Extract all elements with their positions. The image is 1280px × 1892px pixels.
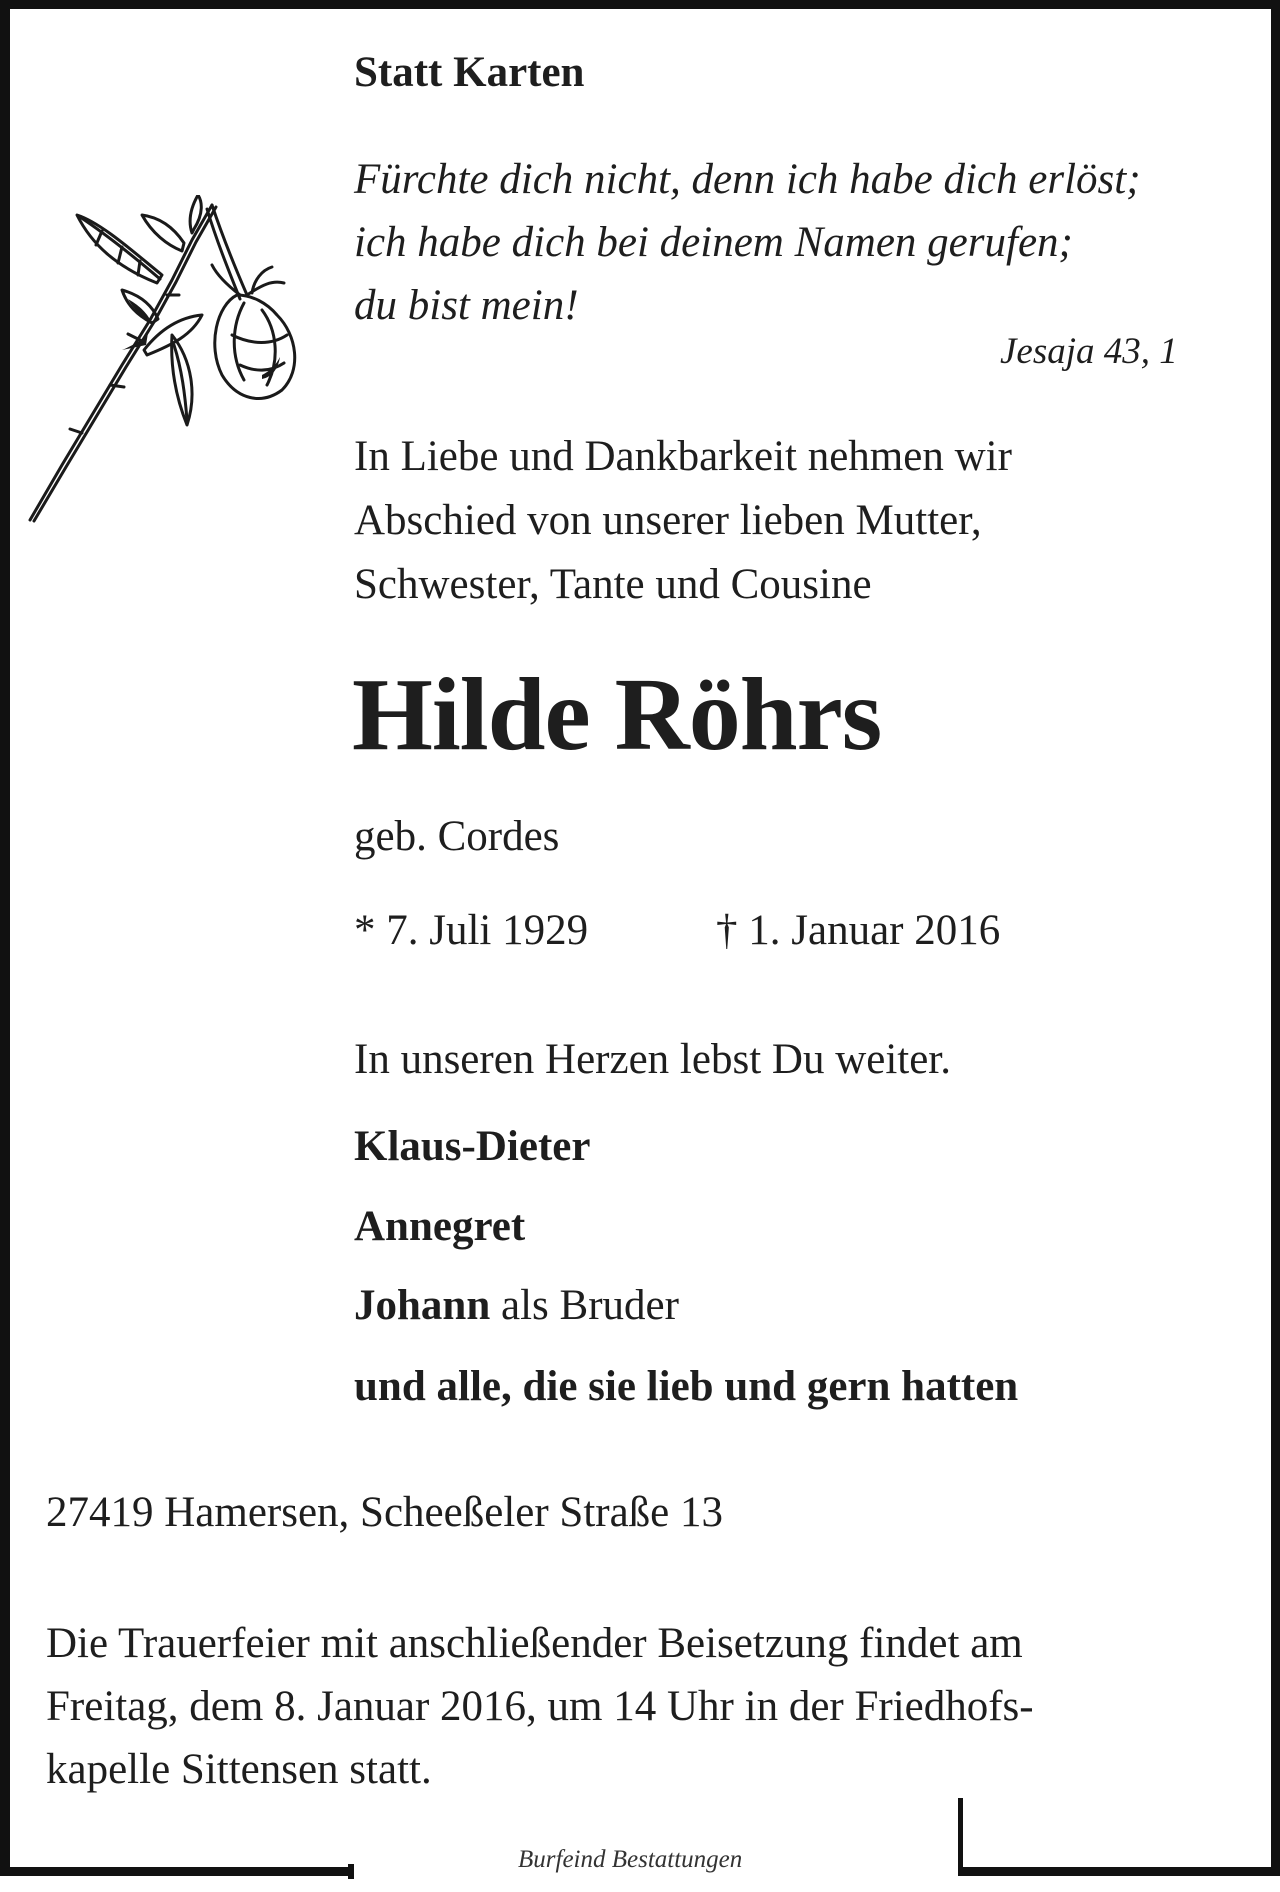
rose-illustration bbox=[22, 195, 342, 525]
frame-bottom-right-border bbox=[958, 1867, 1280, 1876]
mourner-relation: als Bruder bbox=[490, 1282, 679, 1329]
verse-line: du bist mein! bbox=[354, 282, 579, 329]
undertaker-credit: Burfeind Bestattungen bbox=[518, 1846, 743, 1873]
intro-line: Schwester, Tante und Cousine bbox=[354, 561, 872, 608]
verse-reference: Jesaja 43, 1 bbox=[1000, 331, 1178, 372]
death-date: † 1. Januar 2016 bbox=[716, 907, 1001, 954]
mourners-all: und alle, die sie lieb und gern hatten bbox=[354, 1363, 1019, 1410]
service-line: Die Trauerfeier mit anschließender Beisetzung findet am bbox=[46, 1620, 1023, 1667]
frame-bottom-left-border bbox=[0, 1867, 352, 1876]
motto: In unseren Herzen lebst Du weiter. bbox=[354, 1036, 952, 1083]
deceased-name: Hilde Röhrs bbox=[352, 657, 882, 772]
mourner-name bbox=[354, 1202, 525, 1251]
verse-line: ich habe dich bei deinem Namen gerufen; bbox=[354, 219, 1073, 266]
frame-left-border bbox=[0, 0, 10, 1876]
frame-right-border bbox=[1271, 0, 1280, 1876]
intro-line: Abschied von unserer lieben Mutter, bbox=[354, 497, 982, 544]
service-line: Freitag, dem 8. Januar 2016, um 14 Uhr in der Friedhofs- bbox=[46, 1683, 1034, 1730]
funeral-service-info bbox=[46, 1612, 1034, 1801]
birth-date: * 7. Juli 1929 bbox=[354, 907, 589, 954]
intro-line: In Liebe und Dankbarkeit nehmen wir bbox=[354, 433, 1012, 480]
maiden-name: geb. Cordes bbox=[354, 813, 560, 860]
mourner-first-name: Annegret bbox=[354, 1203, 526, 1250]
kicker-heading: Statt Karten bbox=[354, 49, 585, 96]
verse-line: Fürchte dich nicht, denn ich habe dich erlöst; bbox=[354, 156, 1141, 203]
frame-top-border bbox=[0, 0, 1280, 9]
service-line: kapelle Sittensen statt. bbox=[46, 1746, 432, 1793]
mourner-name bbox=[354, 1122, 590, 1171]
mourner-first-name: Johann bbox=[354, 1282, 491, 1329]
frame-tick bbox=[348, 1864, 354, 1879]
mourner-name bbox=[354, 1281, 679, 1330]
bible-verse bbox=[354, 148, 1141, 337]
address: 27419 Hamersen, Scheeßeler Straße 13 bbox=[46, 1489, 724, 1536]
intro-text bbox=[354, 425, 1012, 617]
mourner-first-name: Klaus-Dieter bbox=[354, 1123, 591, 1170]
frame-divider-stub bbox=[958, 1798, 963, 1876]
